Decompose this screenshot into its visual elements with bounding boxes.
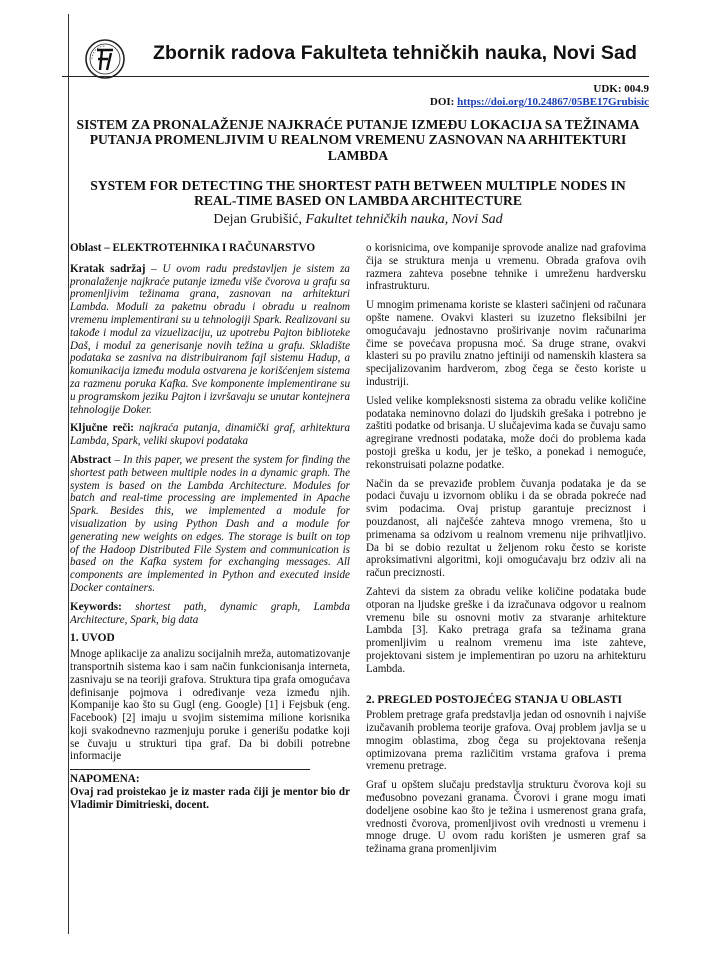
- spacer: [366, 682, 646, 694]
- section-1-text: Mnoge aplikacije za analizu socijalnih mreža, automatizovanje transportnih sistema kao i sam način funkcionisanja interneta, zasnivaju se na teoriji grafova. Struktura tipa grafa omogućava definisanje pojmova i određivanje veza između njih. Kompanije kao što su Gugl (eng. Google) [1] i Fejsbuk (eng. Facebook) [2] imaju u svojim sistemima milione korisnika koji svakodnevno razmenjuju poruke i generišu podatke koji se čuvaju u strukturi tipa graf. Da bi dobili potrebne informacije: [70, 648, 350, 763]
- kratak-sadrzaj: [70, 263, 350, 417]
- header-rule: [62, 76, 649, 77]
- abstract-text: – In this paper, we present the system for finding the shortest path between multiple nodes in a dynamic graph. The system is based on the Lambda Architecture. Modules for batch and real-time processing are implemented in Apache Spark. Besides this, we implemented a module for visualization by using Python Dash and a module for generating new weights on edges. The storage is built on top of the Hadoop Distributed File System and communication is based on the Kafka system for exchanging messages. All components are implemented in Python and executed inside Docker containers.: [70, 453, 350, 594]
- udk-code: UDK: 004.9: [593, 83, 649, 95]
- paragraph: o korisnicima, ove kompanije sprovode analize nad grafovima čija se struktura menja u vremenu. Obrada grafova ovih razmera zahteva posebne tehnike i umreženu hardversku infrastrukturu.: [366, 242, 646, 293]
- napomena-title: NAPOMENA:: [70, 773, 140, 786]
- abstract-label: Abstract: [70, 453, 112, 466]
- author-affiliation: Fakultet tehničkih nauka, Novi Sad: [305, 212, 503, 227]
- kljucne-text: najkraća putanja, dinamički graf, arhitektura Lambda, Spark, veliki skupovi podataka: [70, 422, 350, 448]
- footnote-rule: [70, 769, 310, 770]
- margin-line: [68, 14, 69, 934]
- paragraph: Način da se prevaziđe problem čuvanja podataka je da se podaci čuvaju u izvornom obliku i da se obrada pokreće nad svim podacima. Ovaj pristup garantuje preciznost i pouzdanost, ali najčešće zahteva mnogo vremena, što u primenama sa odzivom u realnom vremenu nije prihvatljivo. Da bi se dobio rezultat u željenom roku često se koriste aproksimativni algoritmi, koji omogućavaju brz odziv ali na račun preciznosti.: [366, 477, 646, 580]
- doi-link[interactable]: https://doi.org/10.24867/05BE17Grubisic: [457, 96, 649, 108]
- paragraph: Zahtevi da sistem za obradu velike količine podataka bude otporan na ljudske greške i da izračunava odgovor u realnom vremenu bile su osnovni motiv za stvaranje arhitekture Lambda [3]. Kako pretraga grafa sa težinama grana promenljivim u realnom vremenu ima iste zahteve, projektovani sistem je implementiran po uzoru na arhitekturu Lambda.: [366, 585, 646, 675]
- keywords: [70, 601, 350, 627]
- keywords-label: Keywords:: [70, 600, 122, 613]
- author-line: [72, 212, 644, 228]
- ftn-logo-icon: [84, 38, 126, 80]
- paragraph: Usled velike kompleksnosti sistema za obradu velike količine podataka neminovno dolazi do ljudskih grešaka i potrebno je zaštiti podatke od brisanja. U slučajevima kada se čuvaju samo agregirane vrednosti podataka, može doći do problema kada postoji greška u kodu, jer je teško, a ponekad i nemoguće, rekonstruisati polazne podatke.: [366, 394, 646, 471]
- abstract: [70, 454, 350, 595]
- journal-title: Zbornik radova Fakulteta tehničkih nauka, Novi Sad: [153, 42, 637, 64]
- paragraph: U mnogim primenama koriste se klasteri sačinjeni od računara opšte namene. Ovakvi klasteri su izuzetno fleksibilni jer omogućavaju jednostavno proširivanje novim računarima čime se povećava propusna moć. Sa druge strane, ovakvi klasteri su po pravilu znatno jeftiniji od namenskih klastera sa specijalizovanim hardverom, zbog čega se često koriste u industriji.: [366, 299, 646, 388]
- kratak-label: Kratak sadržaj: [70, 262, 146, 275]
- paragraph: Graf u opštem slučaju predstavlja strukturu čvorova koji su međusobno povezani granama. Čvorovi i grane mogu imati dodeljene osobine kao što je težina i usmerenost grana grafa, vrednosti čvorova, promenljivost ovih vrednosti u vremenu i mnoge druge. U ovom radu korišten je usmeren graf sa težinama grana promenljivim: [366, 779, 646, 856]
- section-2-title: 2. PREGLED POSTOJEĆEG STANJA U OBLASTI: [366, 693, 622, 706]
- author-name: Dejan Grubišić,: [213, 212, 306, 227]
- kljucne-reci: [70, 422, 350, 448]
- title-english: SYSTEM FOR DETECTING THE SHORTEST PATH BETWEEN MULTIPLE NODES IN REAL-TIME BASED ON LAMBDA ARCHITECTURE: [90, 178, 626, 209]
- keywords-text: shortest path, dynamic graph, Lambda Architecture, Spark, big data: [70, 600, 350, 626]
- left-column: [70, 242, 350, 818]
- title-serbian: SISTEM ZA PRONALAŽENJE NAJKRAĆE PUTANJE IZMEĐU LOKACIJA SA TEŽINAMA PUTANJA PROMENLJIVIM U REALNOM VREMENU ZASNOVAN NA ARHITEKTURI LAMBDA: [76, 117, 640, 163]
- section-1-title: 1. UVOD: [70, 632, 115, 645]
- field-label: Oblast – ELEKTROTEHNIKA I RAČUNARSTVO: [70, 242, 316, 254]
- doi-line: [430, 96, 649, 108]
- kratak-text: – U ovom radu predstavljen je sistem za pronalaženje najkraće putanje između više čvorova u grafu sa promenljivim težinama grana, zasnovan na arhitekturi Lambda. Moduli za paketnu obradu i obradu u realnom vremenu implementirani su u tehnologiji Spark. Realizovani su takođe i modul za vizuelizaciju, uz upotrebu Pajton biblioteke Daš, i modul za generisanje novih težina u grafu. Skladište podataka se zasniva na distribuiranom fajl sistemu Hadup, a komunikacija između modula ostvarena je korišćenjem sistema za razmenu poruka Kafka. Sve komponente implementirane su u programskom jeziku Pajton i izvršavaju se unutar kontejnera tehnologije Doker.: [70, 262, 350, 416]
- right-column: [366, 242, 646, 862]
- kljucne-label: Ključne reči:: [70, 422, 134, 435]
- napomena-text: Ovaj rad proistekao je iz master rada čiji je mentor bio dr Vladimir Dimitrieski, docent.: [70, 786, 350, 811]
- doi-label: DOI:: [429, 96, 458, 108]
- paragraph: Problem pretrage grafa predstavlja jedan od osnovnih i najviše izučavanih problema teorije grafova. Ovaj problem javlja se u mnogim oblastima, zbog čega su projektovana rešenja optimizovana prema različitim vrstama grafova i prema vremenu pretrage.: [366, 709, 646, 773]
